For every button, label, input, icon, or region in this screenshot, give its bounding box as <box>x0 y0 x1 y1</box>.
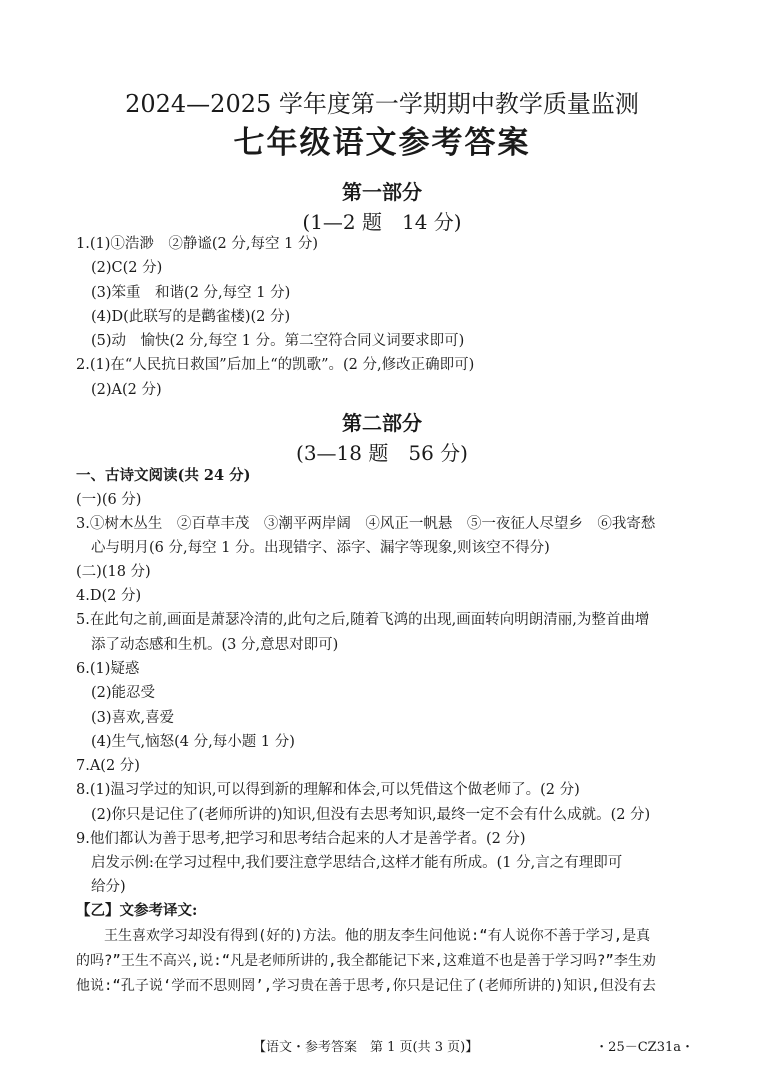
part1-score: 14 分) <box>402 210 462 234</box>
part1-range <box>0 206 764 235</box>
part2-heading: 第二部分 <box>342 411 422 435</box>
answer-line: (2)C(2 分) <box>91 260 163 276</box>
answer-line: 心与明月(6 分,每空 1 分。出现错字、添字、漏字等现象,则该空不得分) <box>91 540 550 556</box>
answer-line: 1.(1)①浩渺 ②静谧(2 分,每空 1 分) <box>76 236 319 252</box>
answer-line: (2)能忍受 <box>91 685 156 701</box>
answer-line: (5)动 愉快(2 分,每空 1 分。第二空符合同义词要求即可) <box>91 333 465 349</box>
document-subtitle: 七年级语文参考答案 <box>233 125 531 161</box>
answer-line: (2)A(2 分) <box>91 382 162 398</box>
answer-line: 启发示例:在学习过程中,我们要注意学思结合,这样才能有所成。(1 分,言之有理即可 <box>91 855 623 871</box>
footer-code: ・25－CZ31a・ <box>595 1040 694 1055</box>
answer-line: (3)喜欢,喜爱 <box>91 710 175 726</box>
part1-question-range: (1—2 题 <box>302 210 382 234</box>
answer-line: 5.在此句之前,画面是萧瑟冷清的,此句之后,随着飞鸿的出现,画面转向明朗清丽,为整首曲增 <box>76 612 650 628</box>
answer-line: 6.(1)疑惑 <box>76 661 140 677</box>
answer-line: (2)你只是记住了(老师所讲的)知识,但没有去思考知识,最终一定不会有什么成就。(2 分) <box>91 807 651 823</box>
part2-range <box>0 437 764 466</box>
part1-heading: 第一部分 <box>342 180 422 204</box>
answer-line: (4)生气,恼怒(4 分,每小题 1 分) <box>91 734 295 750</box>
answer-line: (二)(18 分) <box>76 564 151 580</box>
answer-line: 9.他们都认为善于思考,把学习和思考结合起来的人才是善学者。(2 分) <box>76 831 526 847</box>
section-heading: 一、古诗文阅读(共 24 分) <box>76 467 251 484</box>
document-title: 2024—2025 学年度第一学期期中教学质量监测 <box>125 90 639 118</box>
answer-line: 8.(1)温习学过的知识,可以得到新的理解和体会,可以凭借这个做老师了。(2 分) <box>76 782 580 798</box>
answer-line: 2.(1)在“人民抗日救国”后加上“的凯歌”。(2 分,修改正确即可) <box>76 357 475 373</box>
answer-line: 7.A(2 分) <box>76 758 140 774</box>
translation-line: 他说:“孔子说‘学而不思则罔’,学习贵在善于思考,你只是记住了(老师所讲的)知识,但没有去 <box>76 978 656 994</box>
translation-line: 的吗?”王生不高兴,说:“凡是老师所讲的,我全都能记下来,这难道不也是善于学习吗?”李生劝 <box>76 953 656 969</box>
answer-line: 4.D(2 分) <box>76 588 142 604</box>
translation-heading: 【乙】文参考译文: <box>76 902 198 919</box>
answer-line: 给分) <box>91 879 126 895</box>
translation-line: 王生喜欢学习却没有得到(好的)方法。他的朋友李生问他说:“有人说你不善于学习,是真 <box>104 928 651 944</box>
footer-page-info: 【语文・参考答案 第 1 页(共 3 页)】 <box>253 1040 479 1055</box>
answer-line: (一)(6 分) <box>76 492 142 508</box>
answer-line: 添了动态感和生机。(3 分,意思对即可) <box>91 637 339 653</box>
part2-question-range: (3—18 题 <box>296 441 389 465</box>
answer-line: (4)D(此联写的是鹳雀楼)(2 分) <box>91 309 291 325</box>
answer-line: (3)笨重 和谐(2 分,每空 1 分) <box>91 285 291 301</box>
part2-score: 56 分) <box>408 441 468 465</box>
answer-line: 3.①树木丛生 ②百草丰茂 ③潮平两岸阔 ④风正一帆悬 ⑤一夜征人尽望乡 ⑥我寄愁 <box>76 516 656 532</box>
